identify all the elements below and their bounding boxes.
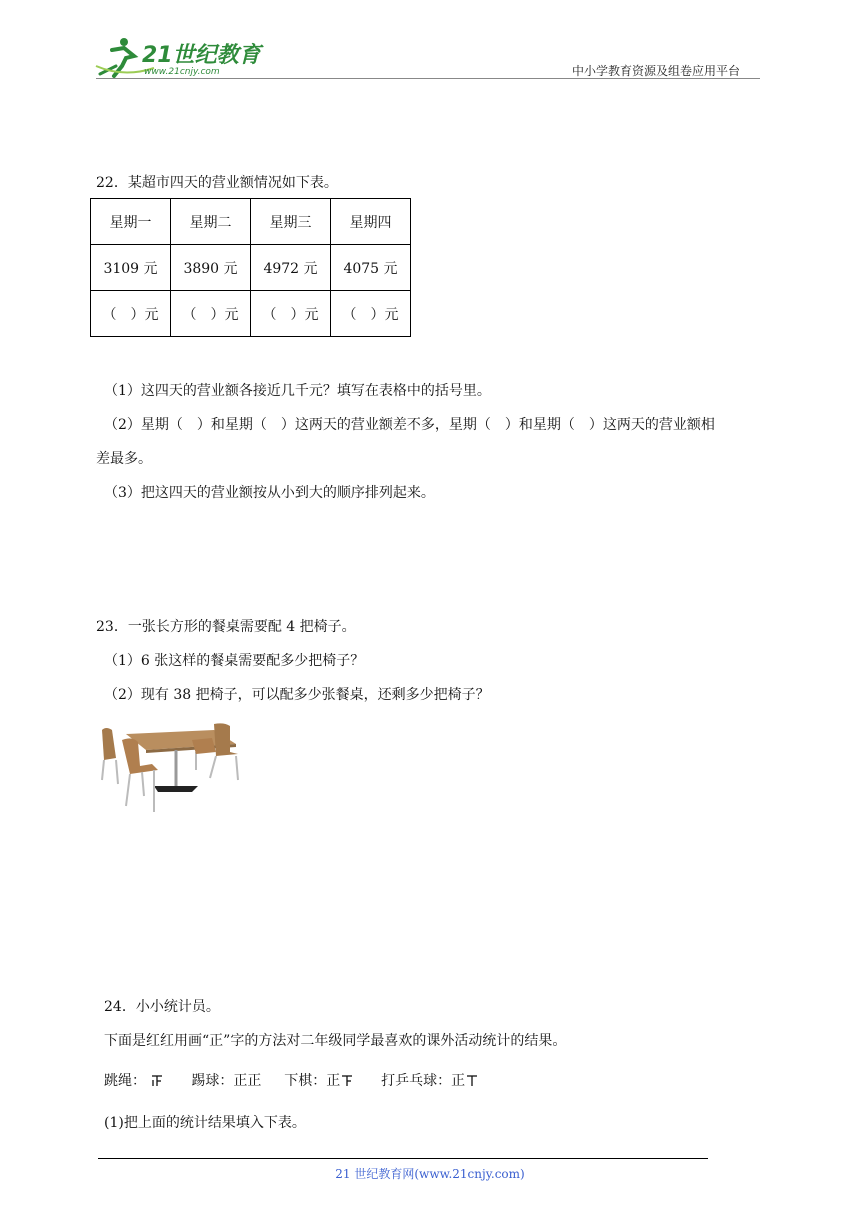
- q23-sub2: （2）现有 38 把椅子，可以配多少张餐桌，还剩多少把椅子？: [104, 687, 490, 703]
- answer-blank-cell[interactable]: （ ）元: [331, 291, 411, 337]
- table-row-blanks: [91, 291, 411, 337]
- q22-sub3: （3）把这四天的营业额按从小到大的顺序排列起来。: [104, 485, 435, 501]
- q23-sub1: （1）6 张这样的餐桌需要配多少把椅子？: [104, 653, 365, 669]
- table-cell: 3890 元: [171, 245, 251, 291]
- table-cell: 星期三: [251, 199, 331, 245]
- tally-mark-icon: [465, 1073, 479, 1087]
- table-row-amounts: [91, 245, 411, 291]
- table-cell: 星期一: [91, 199, 171, 245]
- svg-text:21世纪教育: 21世纪教育: [142, 43, 261, 68]
- tally-mark-icon: [340, 1073, 354, 1087]
- tally-label-football: 踢球：: [191, 1073, 234, 1089]
- header-divider: [96, 78, 760, 79]
- table-cell: 4075 元: [331, 245, 411, 291]
- answer-blank-cell[interactable]: （ ）元: [251, 291, 331, 337]
- q24-sub1: (1)把上面的统计结果填入下表。: [104, 1115, 306, 1131]
- q24-tally-row: [104, 1070, 479, 1090]
- q22-sub1: （1）这四天的营业额各接近几千元？填写在表格中的括号里。: [104, 383, 491, 399]
- footer-divider: [98, 1158, 708, 1159]
- tally-mark-icon: [150, 1073, 164, 1087]
- svg-text:www.21cnjy.com: www.21cnjy.com: [144, 67, 220, 77]
- footer-text[interactable]: 21 世纪教育网(www.21cnjy.com): [335, 1167, 525, 1181]
- q22-title: 22．某超市四天的营业额情况如下表。: [96, 175, 338, 191]
- tally-value-pingpong: 正: [451, 1073, 466, 1089]
- table-row-headers: [91, 199, 411, 245]
- q23-title: 23．一张长方形的餐桌需要配 4 把椅子。: [96, 619, 356, 635]
- site-logo: [94, 36, 264, 78]
- answer-blank-cell[interactable]: （ ）元: [91, 291, 171, 337]
- header-platform-text: 中小学教育资源及组卷应用平台: [572, 64, 741, 78]
- answer-blank-cell[interactable]: （ ）元: [171, 291, 251, 337]
- tally-label-jumprope: 跳绳：: [104, 1073, 146, 1089]
- tally-label-chess: 下棋：: [284, 1073, 327, 1089]
- table-cell: 4972 元: [251, 245, 331, 291]
- q24-intro: 下面是红红用画“正”字的方法对二年级同学最喜欢的课外活动统计的结果。: [104, 1033, 567, 1049]
- tally-value-chess: 正: [326, 1073, 341, 1089]
- q24-title: 24．小小统计员。: [104, 999, 220, 1015]
- tally-label-pingpong: 打乒乓球：: [381, 1073, 452, 1089]
- q22-sub2-line2: 差最多。: [96, 451, 152, 467]
- dining-table-image: [96, 716, 246, 816]
- table-cell: 星期四: [331, 199, 411, 245]
- tally-value-football: 正正: [233, 1073, 262, 1089]
- q22-sub2-line1: （2）星期（ ）和星期（ ）这两天的营业额差不多，星期（ ）和星期（ ）这两天的营业额相: [104, 417, 715, 433]
- table-cell: 星期二: [171, 199, 251, 245]
- sales-table: [90, 198, 411, 337]
- table-cell: 3109 元: [91, 245, 171, 291]
